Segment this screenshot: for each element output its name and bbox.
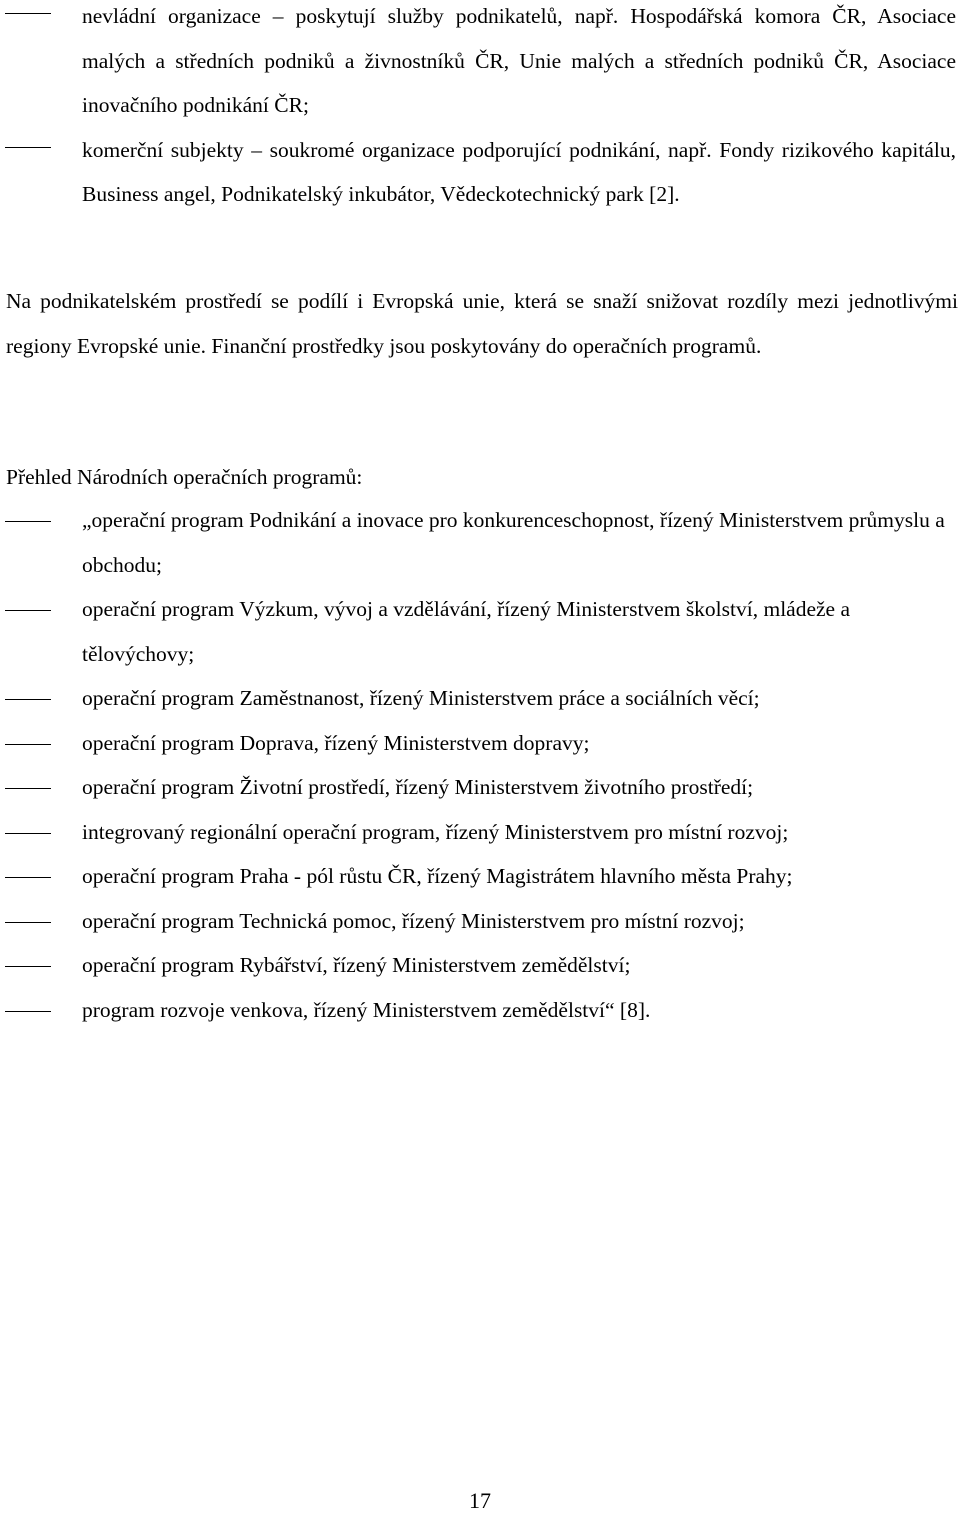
list-item [0,810,960,855]
page-number: 17 [469,1488,491,1513]
list-item [0,498,960,587]
list-item [0,899,960,944]
list-item [0,0,960,128]
dash-bullet-icon [5,1011,51,1012]
list-item [0,587,960,676]
list-item [0,854,960,899]
list-item-text: integrovaný regionální operační program, řízený Ministerstvem pro místní rozvoj; [82,819,789,844]
list-item [0,988,960,1033]
list-item [0,721,960,766]
list-item-text: operační program Rybářství, řízený Ministerstvem zemědělství; [82,953,631,977]
list-item-text: nevládní organizace – poskytují služby podnikatelů, např. Hospodářská komora ČR, Asociace malých a středních podniků a živnostníků ČR, Unie malých a středních podniků ČR, Asociace inovačního podnikání ČR; [82,4,956,117]
dash-bullet-icon [5,147,51,148]
list-item-text: operační program Životní prostředí, řízený Ministerstvem životního prostředí; [82,775,754,799]
dash-bullet-icon [5,13,51,14]
paragraph-eu: Na podnikatelském prostředí se podílí i Evropská unie, která se snaží snižovat rozdíly mezi jednotlivými regiony Evropské unie. Finanční prostředky jsou poskytovány do operačních programů. [6,289,958,358]
operational-programs-list [0,498,960,1032]
dash-bullet-icon [5,610,51,611]
list-item [0,943,960,988]
list-item-text: komerční subjekty – soukromé organizace podporující podnikání, např. Fondy rizikového kapitálu, Business angel, Podnikatelský inkubátor, Vědeckotechnický park [2]. [82,137,956,206]
list-item [0,128,960,217]
dash-bullet-icon [5,699,51,700]
list-item-text: operační program Doprava, řízený Ministerstvem dopravy; [82,730,590,755]
dash-bullet-icon [5,833,51,834]
list-item [0,676,960,721]
dash-bullet-icon [5,788,51,789]
list-item-text: operační program Výzkum, vývoj a vzdělávání, řízený Ministerstvem školství, mládeže a tělovýchovy; [82,597,851,666]
list-item [0,765,960,810]
overview-heading: Přehled Národních operačních programů: [6,465,363,489]
dash-bullet-icon [5,922,51,923]
dash-bullet-icon [5,744,51,745]
list-item-text: program rozvoje venkova, řízený Ministerstvem zemědělství“ [8]. [82,997,651,1022]
dash-bullet-icon [5,521,51,522]
list-item-text: operační program Zaměstnanost, řízený Ministerstvem práce a sociálních věcí; [82,686,760,710]
list-item-text: „operační program Podnikání a inovace pro konkurenceschopnost, řízený Ministerstvem průmyslu a obchodu; [82,508,945,577]
dash-bullet-icon [5,877,51,878]
list-item-text: operační program Praha - pól růstu ČR, řízený Magistrátem hlavního města Prahy; [82,864,793,888]
dash-bullet-icon [5,966,51,967]
support-organizations-list [0,0,960,217]
list-item-text: operační program Technická pomoc, řízený Ministerstvem pro místní rozvoj; [82,908,745,933]
